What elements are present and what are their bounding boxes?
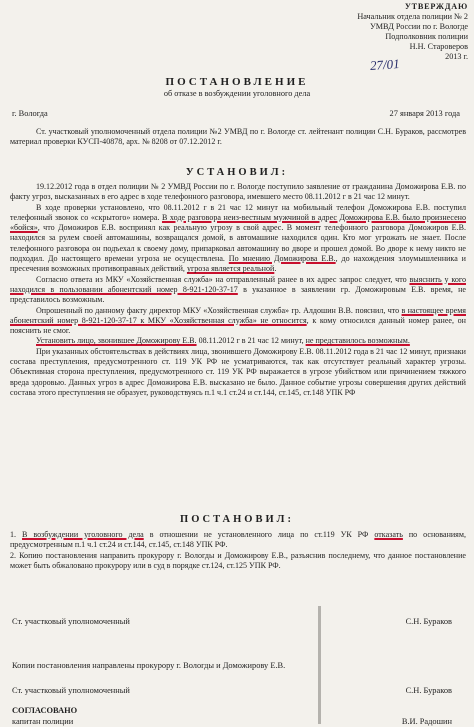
resolution-1: 1. В возбуждении уголовного дела в отношении не установленного лица по ст.119 УК РФ отказать по основаниям, предусмотренным п.1 ч.1 ст.24 и ст.144, ст.145, ст.148 УПК РФ. — [10, 530, 466, 550]
paragraph-2: В ходе проверки установлено, что 08.11.2012 г в 21 час 12 минут на мобильный телефон Доможирова Е.В. поступил телефонный звонок со «скрытого» номера. В ходе разговора неиз-вестным мужчиной в адрес Доможирова Е.В. было произнесено «бойся», что Доможиров Е.В. воспринял как реальную угрозу в свой адрес. В момент телефонного разговора Доможиров Е.В. находился за рулем своей автомашины, возвращался домой, в автомашине находился один. Кто мог угрожать не знает. После телефонного разговора он подъехал к своему дому, припарковал автомашину во дворе и прошел домой. Во дворе к нему никто не подходил. До настоящего времени угроза не осуществлена. По мнению Доможирова Е.В., до нахождения злоумышленника и пресечения возможных противоправных действий, угроза является реальной. — [10, 202, 467, 274]
approval-date: 2013 г. — [445, 52, 468, 61]
heading-resolved: ПОСТАНОВИЛ: — [180, 514, 294, 525]
paragraph-6: При указанных обстоятельствах в действиях лица, звонившего Доможирову Е.В. 08.11.2012 года в 21 час 12 минут, признаки состава преступления, предусмотренного ст. 119 УК РФ не усматриваются, так как отсутствует реальный характер угрозы. Объективная сторона преступления, предусмотренного ст. 119 УК РФ выражается в угрозе убийством или причинением тяжкого вреда здоровью. Данных угроз в адрес Доможирова Е.В. высказано не было. Данное событие угрозы совершения других действий состава этого преступления не образует, руководствуясь п.1 ч.1 ст.24 и ст.144, ст.145, ст.148 УПК РФ — [10, 346, 466, 397]
approval-line: Начальник отдела полиции № 2 — [357, 12, 468, 21]
signer2-name: С.Н. Бураков — [405, 686, 452, 695]
agreed-role: капитан полиции — [12, 717, 74, 726]
signer-role: Ст. участковый уполномоченный — [12, 617, 130, 626]
highlight-threat: В ходе разговора неиз-вестным мужчиной в адрес Доможирова Е.В. было произнесено «бойся» — [10, 212, 467, 233]
paragraph-3: Согласно ответа из МКУ «Хозяйственная служба» на отправленный ранее в их адрес запрос следует, что выяснить у кого находился в пользовании абонентский номер 8-921-120-37-17 в указанное в заявлении гр. Доможировым Е.В. время, не представилось возможным. — [10, 274, 467, 305]
signature-row-1 — [12, 617, 462, 626]
body-resolved — [10, 530, 466, 571]
handwritten-signature: 27/01 — [369, 55, 401, 74]
highlight-not-related: в настоящее время абонентский номер 8-921-120-37-17 к МКУ «Хозяйственная служба» не относится — [10, 305, 466, 325]
signer-name: С.Н. Бураков — [405, 617, 452, 626]
highlight-refuse: отказать — [374, 530, 403, 539]
highlight-impossible: не представилось возможным. — [305, 336, 410, 346]
signer2-role: Ст. участковый уполномоченный — [12, 686, 130, 695]
place-date-row — [12, 109, 462, 118]
paragraph-5: Установить лицо, звонившее Доможирову Е.В. 08.11.2012 г в 21 час 12 минут, не представилось возможным. — [36, 336, 410, 346]
highlight-number-owner: выяснить у кого находился в пользовании абонентский номер 8-921-120-37-17 — [10, 274, 466, 294]
signature-row-2 — [12, 686, 462, 695]
document-date: 27 января 2013 года — [389, 109, 460, 118]
approval-line: Н.Н. Староверов — [409, 42, 468, 51]
agreed-name: В.И. Радошин — [401, 717, 452, 726]
approval-title: УТВЕРЖДАЮ — [404, 2, 468, 11]
agreed-block — [12, 706, 462, 715]
intro-paragraph — [10, 127, 466, 148]
highlight-opinion: По мнению Доможирова Е.В. — [228, 254, 336, 264]
approval-line: УМВД России по г. Вологде — [369, 22, 468, 31]
highlight-real-threat: угроза является реальной — [186, 264, 275, 274]
highlight-identify: Установить лицо, звонившее Доможирову Е.В. — [36, 336, 197, 346]
document-title: ПОСТАНОВЛЕНИЕ — [165, 76, 309, 88]
intro-text: Ст. участковый уполномоченный отдела полиции №2 УМВД по г. Вологде ст. лейтенант полиции С.Н. Бураков, рассмотрев материал проверки КУСП-40878, арх. № 8208 от 07.12.2012 г. — [10, 127, 466, 147]
agreed-title: СОГЛАСОВАНО — [12, 706, 78, 715]
document-subtitle: об отказе в возбуждении уголовного дела — [163, 89, 311, 98]
agreed-row — [12, 717, 462, 726]
highlight-initiation: В возбуждении уголовного дела — [22, 530, 144, 539]
heading-established: УСТАНОВИЛ: — [185, 167, 289, 178]
copies-text: Копии постановления направлены прокурору г. Вологды и Доможирову Е.В. — [12, 661, 286, 670]
place: г. Вологда — [12, 109, 48, 118]
fold-mark — [318, 606, 321, 724]
copies-note — [12, 661, 462, 670]
resolution-2: 2. Копию постановления направить прокурору г. Вологды и Доможирову Е.В., разъяснив последнему, что данное постановление может быть обжаловано прокурору или в суд в порядке ст.124, ст.125 УПК РФ. — [10, 550, 466, 570]
paragraph-4: Опрошенный по данному факту директор МКУ «Хозяйственная служба» гр. Алдошин В.В. пояснил, что в настоящее время абонентский номер 8-921-120-37-17 к МКУ «Хозяйственная служба» не относится, к кому относился данный номер ранее, он пояснить не смог. — [10, 305, 466, 336]
body-established — [10, 182, 466, 398]
paragraph-1: 19.12.2012 года в отдел полиции № 2 УМВД России по г. Вологде поступило заявление от гражданина Доможирова Е.В. по факту угроз, высказанных в его адрес в ходе телефонного разговора, имевшего место 08.11.2012 г в 21 час 12 минут. — [10, 182, 466, 202]
approval-line: Подполковник полиции — [385, 32, 468, 41]
approval-block — [300, 2, 468, 74]
